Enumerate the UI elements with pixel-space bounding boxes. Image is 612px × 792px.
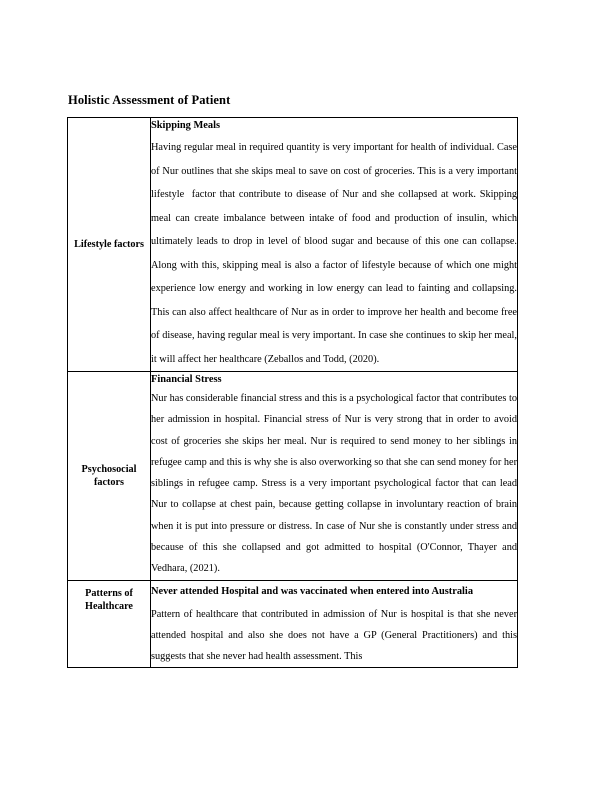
cell-body-skipping-meals: Having regular meal in required quantity is very important for health of individual. Case of Nur outlines that she skips meal to save on cost of groceries. This is a very important lifestyle factor that contribute to disease of Nur and she collapsed at work. Skipping meal can create imbalance between intake of food and production of insulin, which ultimately leads to drop in level of blood sugar and because of this one can collapse. Along with this, skipping meal is also a factor of lifestyle because of which one might experience low energy and working in low energy can lead to fainting and collapsing. This can also affect healthcare of Nur as in order to improve her health and become free of disease, having regular meal is very important. In case she continues to skip her meal, it will affect her healthcare (Zeballos and Todd, (2020). [151,142,520,365]
row-content-lifestyle-factors [151,118,518,372]
table-row [68,118,518,372]
cell-heading-never-attended-hospital: Never attended Hospital and was vaccinated when entered into Australia [151,585,474,597]
row-content-patterns-of-healthcare [151,580,518,667]
row-content-psychosocial-factors [151,372,518,581]
table-row [68,372,518,581]
cell-body-financial-stress: Nur has considerable financial stress and this is a psychological factor that contributes to her admission in hospital. Financial stress of Nur is very strong that in order to avoid cost of groceries she skips her meal. Nur is required to send money to her siblings in refugee camp and this is why she is also overworking so that she can send money for her siblings in refugee camp. Stress is a very important psychological factor that can lead Nur to collapse at chest pain, because getting collapse in involuntary reaction of brain when it is put into pressure or distress. In case of Nur she is constantly under stress and because of this she collapsed and got admitted to hospital (O'Connor, Thayer and Vedhara, (2021). [151,393,520,575]
page-title: Holistic Assessment of Patient [68,93,231,107]
holistic-assessment-table [67,117,518,668]
cell-heading-skipping-meals: Skipping Meals [151,120,221,131]
row-label-patterns-of-healthcare: Patterns of Healthcare [68,580,151,667]
row-label-psychosocial-factors: Psychosocial factors [68,372,151,581]
table-row [68,580,518,667]
cell-body-patterns-of-healthcare: Pattern of healthcare that contributed in admission of Nur is hospital is that she never attended hospital and also she does not have a GP (General Practitioners) and this suggests that she never had health assessment. This [151,608,520,662]
cell-heading-financial-stress: Financial Stress [151,374,222,385]
row-label-lifestyle-factors: Lifestyle factors [68,118,151,372]
